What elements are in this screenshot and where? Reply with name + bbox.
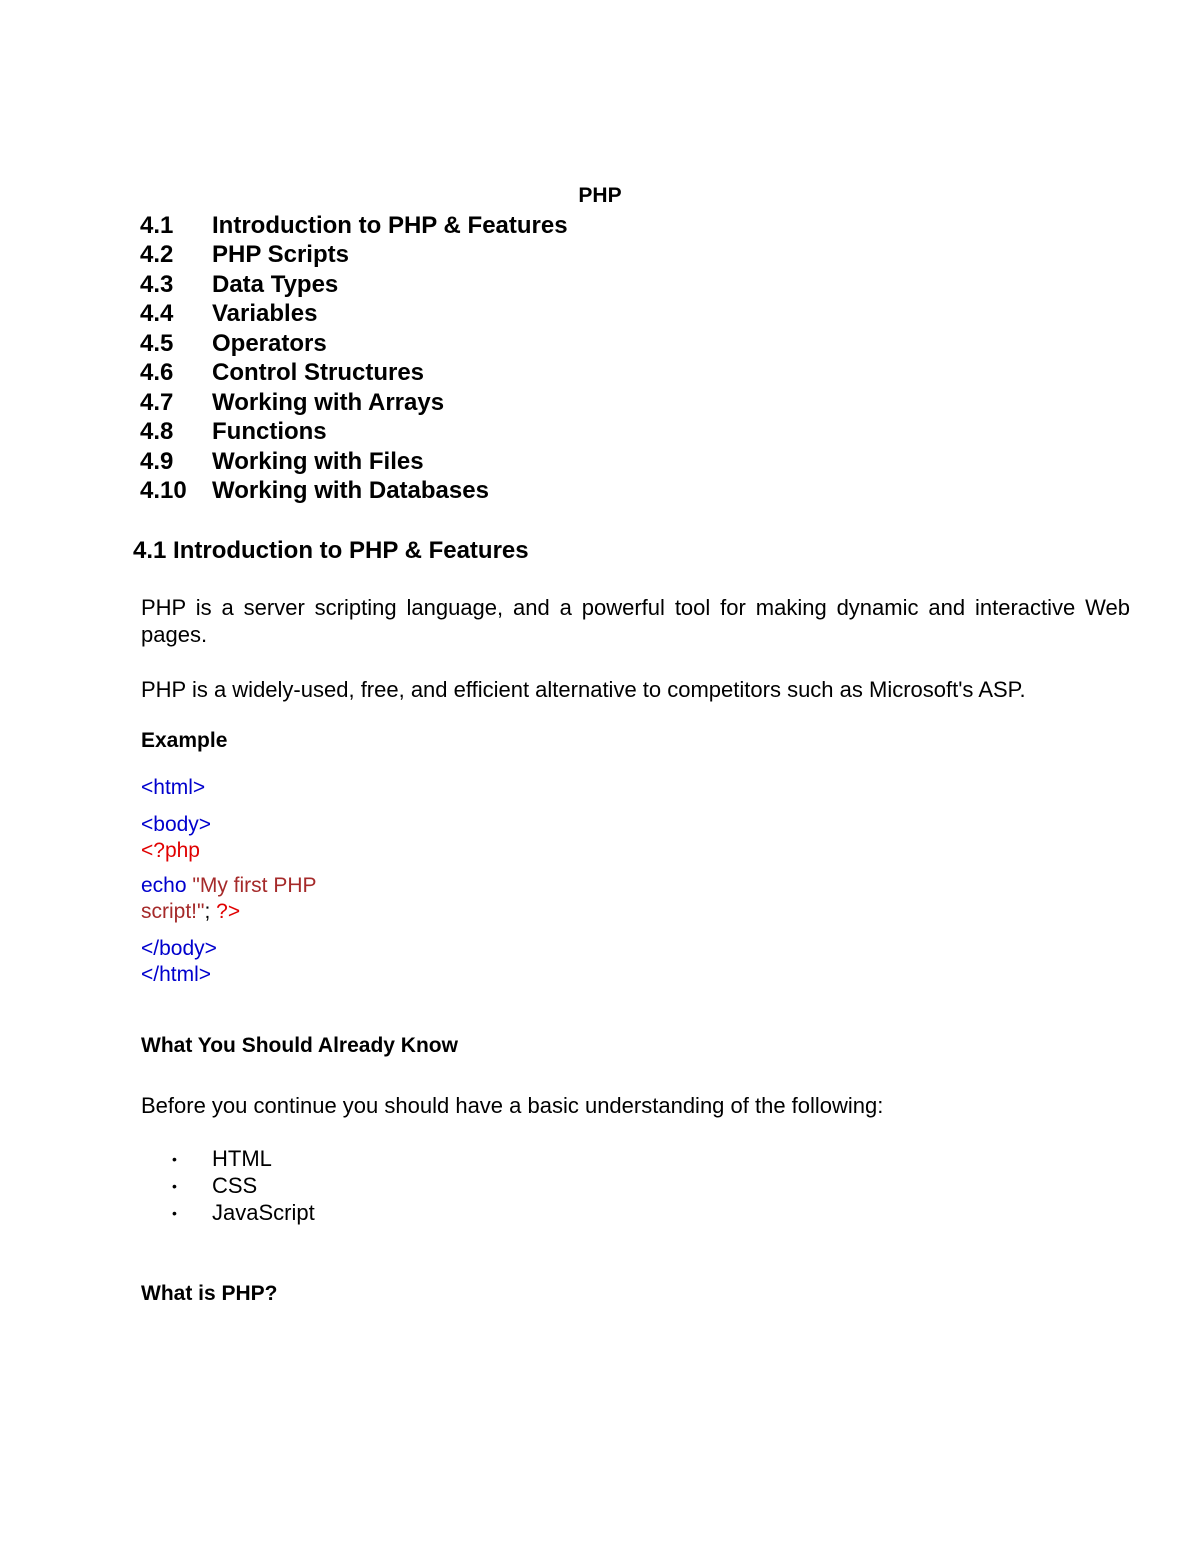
know-heading: What You Should Already Know <box>141 1034 458 1057</box>
toc-item <box>140 211 568 241</box>
section-heading: 4.1 Introduction to PHP & Features <box>133 537 529 564</box>
toc-number: 4.1 <box>140 211 174 239</box>
echo-keyword: echo <box>141 874 193 897</box>
php-close-tag: ?> <box>216 900 241 923</box>
toc-title: Variables <box>212 300 318 328</box>
string-literal-start: "My first PHP <box>192 874 317 897</box>
what-is-php-heading: What is PHP? <box>141 1282 278 1305</box>
php-open-tag: <?php <box>141 839 200 862</box>
toc-item <box>140 329 568 359</box>
prerequisite-list <box>172 1145 315 1226</box>
toc-title: Control Structures <box>212 359 425 387</box>
toc-title: Working with Arrays <box>212 388 445 416</box>
toc-item <box>140 388 568 418</box>
know-intro-paragraph: Before you continue you should have a basic understanding of the following: <box>141 1093 884 1118</box>
toc-item <box>140 359 568 389</box>
toc-title: Functions <box>212 418 327 446</box>
toc-item <box>140 241 568 271</box>
toc-number: 4.10 <box>140 477 187 505</box>
toc-item <box>140 300 568 330</box>
alternative-paragraph: PHP is a widely-used, free, and efficient alternative to competitors such as Microsoft's ASP. <box>141 677 1026 702</box>
toc-item <box>140 477 568 507</box>
html-open-tag: <html> <box>141 776 206 799</box>
document-title: PHP <box>578 184 622 207</box>
toc-number: 4.3 <box>140 270 174 298</box>
toc-number: 4.2 <box>140 241 174 269</box>
toc-number: 4.8 <box>140 418 174 446</box>
list-item-text: JavaScript <box>212 1199 315 1225</box>
toc-title: Operators <box>212 329 327 357</box>
toc-title: PHP Scripts <box>212 241 349 269</box>
toc-number: 4.4 <box>140 300 174 328</box>
code-line-html-close <box>141 962 211 988</box>
toc-number: 4.6 <box>140 359 174 387</box>
code-line-html-open <box>141 775 205 801</box>
list-item-text: HTML <box>212 1145 272 1171</box>
toc-number: 4.7 <box>140 388 174 416</box>
list-item-text: CSS <box>212 1172 258 1198</box>
string-literal-end: script!" <box>141 900 205 923</box>
toc-number: 4.9 <box>140 447 174 475</box>
code-line-echo-cont <box>141 899 240 925</box>
bullet-icon: • <box>172 1177 177 1194</box>
toc-title: Data Types <box>212 270 339 298</box>
toc-item <box>140 447 568 477</box>
code-line-body-open <box>141 812 211 838</box>
html-close-tag: </html> <box>141 963 212 986</box>
list-item <box>172 1172 315 1199</box>
toc-item <box>140 270 568 300</box>
toc-title: Working with Files <box>212 447 424 475</box>
example-heading: Example <box>141 729 228 752</box>
bullet-icon: • <box>172 1150 177 1167</box>
bullet-icon: • <box>172 1204 177 1221</box>
intro-paragraph: PHP is a server scripting language, and a powerful tool for making dynamic and interactive Web pages. <box>141 595 1130 647</box>
body-close-tag: </body> <box>141 937 217 960</box>
semicolon: ; <box>204 900 217 923</box>
toc-title: Introduction to PHP & Features <box>212 211 568 239</box>
code-line-body-close <box>141 936 217 962</box>
list-item <box>172 1199 315 1226</box>
toc-item <box>140 418 568 448</box>
list-item <box>172 1145 315 1172</box>
table-of-contents <box>140 211 568 506</box>
toc-title: Working with Databases <box>212 477 489 505</box>
toc-number: 4.5 <box>140 329 174 357</box>
body-open-tag: <body> <box>141 813 212 836</box>
code-line-echo <box>141 873 317 899</box>
code-line-php-open <box>141 838 200 864</box>
